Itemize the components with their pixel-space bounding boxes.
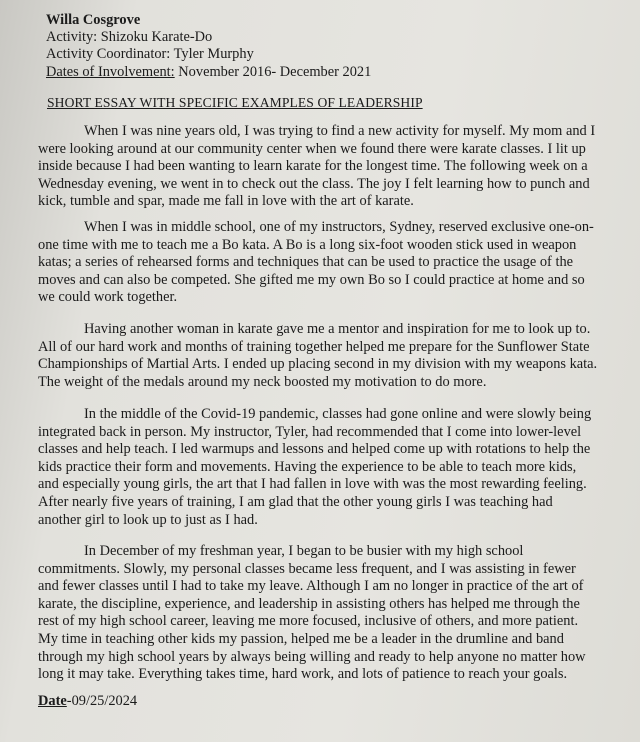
paragraph-line: moves and can also be competed. She gifted me my own Bo so I could practice at home and so (38, 271, 585, 288)
essay-heading: SHORT ESSAY WITH SPECIFIC EXAMPLES OF LEADERSHIP (47, 95, 423, 110)
paragraph-line: All of our hard work and months of training together helped me prepare for the Sunflower State (38, 338, 590, 355)
paragraph-line: integrated back in person. My instructor, Tyler, had recommended that I come into lower-level (38, 423, 582, 440)
paragraph-line: inside because I had been wanting to learn karate for the longest time. The following week on a (38, 158, 588, 175)
paragraph-line: When I was nine years old, I was trying to find a new activity for myself. My mom and I (84, 123, 596, 139)
paragraph-line: we could work together. (38, 289, 178, 306)
paragraph-line: one time with me to teach me a Bo kata. A Bo is a long six-foot wooden stick used in weapon (38, 236, 577, 253)
paragraph-line: In the middle of the Covid-19 pandemic, classes had gone online and were slowly being (84, 406, 592, 422)
paragraph-line: karate, the discipline, experience, and leadership in assisting others has helped me through the (38, 595, 580, 612)
paragraph-line: Wednesday evening, we went in to check out the class. The joy I felt learning how to punch and (38, 175, 590, 192)
paragraph-line: classes and help teach. I led warmups and lessons and helped come up with rotations to help the (38, 441, 591, 458)
paragraph-3 (38, 321, 618, 391)
paragraph-line: Championships of Martial Arts. I ended up placing second in my division with my weapons kata. (38, 356, 598, 373)
paragraph-line: long it may take. Everything takes time, hard work, and lots of patience to reach your goals. (38, 666, 568, 683)
author-name: Willa Cosgrove (46, 12, 141, 28)
paragraph-5 (38, 543, 618, 684)
paragraph-4 (38, 406, 618, 529)
paragraph-line: After nearly five years of training, I am glad that the other young girls I was teaching had (38, 493, 553, 510)
paragraph-line: through my high school years by always being willing and ready to help anyone no matter how (38, 648, 586, 665)
paragraph-line: were looking around at our community center when we found there were karate classes. I lit up (38, 140, 586, 157)
paragraph-line: kick, tumble and spar, made me fall in love with the art of karate. (38, 193, 414, 210)
paragraph-line: When I was in middle school, one of my instructors, Sydney, reserved exclusive one-on- (84, 219, 594, 235)
paragraph-line: commitments. Slowly, my personal classes became less frequent, and I was assisting in fewer (38, 560, 576, 577)
paragraph-line: The weight of the medals around my neck boosted my motivation to do more. (38, 373, 487, 390)
date-value: -09/25/2024 (66, 693, 138, 709)
dates-value: November 2016- December 2021 (174, 63, 372, 80)
paragraph-2 (38, 219, 618, 307)
paragraph-line: rest of my high school career, leaving me more focused, inclusive of others, and more patient. (38, 613, 579, 630)
paragraph-line: and especially young girls, the art that I had fallen in love with was the most rewarding feeling. (38, 476, 587, 493)
paragraph-line: In December of my freshman year, I began to be busier with my high school (84, 543, 524, 559)
activity-line: Activity: Shizoku Karate-Do (46, 29, 213, 46)
paragraph-line: My time in teaching other kids my passion, helped me be a leader in the drumline and band (38, 630, 564, 647)
paragraph-line: and fewer classes until I had to take my leave. Although I am no longer in practice of the art of (38, 578, 584, 595)
paragraph-line: kids practice their form and movements. Having the experience to be able to teach more kids, (38, 458, 577, 475)
coordinator-line: Activity Coordinator: Tyler Murphy (46, 46, 254, 63)
paragraph-line: Having another woman in karate gave me a mentor and inspiration for me to look up to. (84, 321, 591, 337)
signature-date (38, 693, 137, 710)
header-block (46, 12, 371, 81)
paragraph-line: another girl to look up to just as I had. (38, 511, 258, 528)
paragraph-line: katas; a series of rehearsed forms and techniques that can be used to practice the usage of the (38, 254, 574, 271)
dates-line (46, 64, 371, 81)
date-label: Date (38, 693, 67, 709)
dates-label: Dates of Involvement: (46, 63, 175, 80)
paragraph-1 (38, 123, 618, 211)
